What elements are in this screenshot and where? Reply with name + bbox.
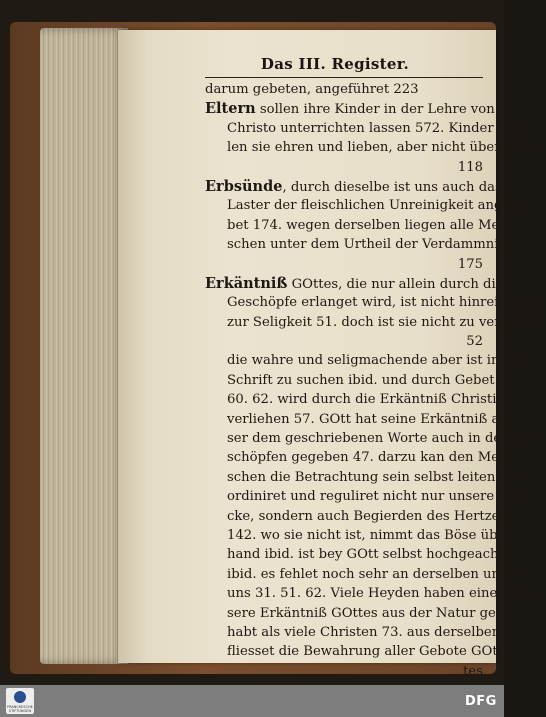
- line-text: ibid. es fehlet noch sehr an derselben unter: [227, 566, 520, 582]
- line-text: 175: [457, 256, 483, 272]
- line-text: , durch dieselbe ist uns auch das: [282, 179, 502, 195]
- text-line: [205, 623, 501, 642]
- entry-headword: Eltern: [205, 100, 256, 118]
- line-text: len sie ehren und lieben, aber nicht über GOtt: [227, 140, 537, 156]
- text-line: [205, 468, 521, 487]
- text-line: [205, 507, 515, 526]
- text-line: [205, 216, 513, 235]
- text-line: [205, 390, 497, 409]
- text-line: [205, 332, 483, 351]
- viewer-footer: [0, 685, 504, 717]
- text-line: [205, 313, 546, 332]
- line-text: 60. 62. wird durch die Erkäntniß Christi: [227, 392, 497, 408]
- line-text: habt als viele Christen 73. aus derselben: [227, 624, 501, 640]
- line-text: 118: [457, 159, 483, 175]
- line-text: uns 31. 51. 62. Viele Heyden haben eine grös-: [227, 586, 536, 602]
- institution-logo[interactable]: [6, 688, 34, 714]
- text-line: [205, 565, 520, 584]
- entry-headword: Erkäntniß: [205, 274, 288, 292]
- text-line: [205, 293, 540, 312]
- text-line: [205, 584, 536, 603]
- line-text: Schrift zu suchen ibid. und durch Gebet: [227, 372, 495, 388]
- line-text: sere Erkäntniß GOttes aus der Natur ge-: [227, 605, 501, 621]
- text-line: [205, 448, 512, 467]
- text-line: [205, 604, 501, 623]
- line-text: 142. wo sie nicht ist, nimmt das Böse über-: [227, 527, 517, 543]
- text-line: [205, 410, 517, 429]
- line-text: Geschöpfe erlanget wird, ist nicht hinreichend: [227, 295, 540, 311]
- line-text: GOttes, die nur allein durch die: [287, 276, 504, 292]
- page-edges: [40, 28, 128, 664]
- register-text: [205, 80, 546, 681]
- line-text: Laster der fleischlichen Unreinigkeit angeer-: [227, 198, 529, 214]
- text-line: [205, 642, 503, 661]
- line-text: tes: [463, 663, 483, 679]
- line-text: hand ibid. ist bey GOtt selbst hochgeachtet: [227, 547, 517, 563]
- text-line: [205, 158, 483, 177]
- text-line: [205, 196, 529, 215]
- text-line: [205, 429, 537, 448]
- line-text: verliehen 57. GOtt hat seine Erkäntniß auf-: [227, 411, 517, 427]
- institution-logo-text: FRANCKESCHE STIFTUNGEN: [7, 705, 33, 713]
- text-line: [205, 138, 537, 157]
- text-line: [205, 526, 517, 545]
- line-text: darum gebeten, angeführet 223: [205, 82, 419, 97]
- line-text: schen die Betrachtung sein selbst leiten 50.: [227, 469, 521, 485]
- text-line: [205, 80, 483, 99]
- institution-logo-mark: [14, 691, 26, 703]
- line-text: sollen ihre Kinder in der Lehre von: [255, 102, 495, 118]
- text-line: [205, 487, 530, 506]
- text-line: [205, 274, 504, 293]
- text-line: [205, 371, 495, 390]
- line-text: ser dem geschriebenen Worte auch in den Ge-: [227, 431, 537, 447]
- line-text: cke, sondern auch Begierden des Hertzens: [227, 508, 515, 524]
- header-rule: [205, 77, 483, 78]
- dfg-logo[interactable]: DFG: [465, 694, 497, 709]
- line-text: bet 174. wegen derselben liegen alle Men-: [227, 217, 513, 233]
- text-line: [205, 119, 522, 138]
- text-line: [205, 235, 508, 254]
- text-line: [205, 255, 483, 274]
- text-line: [205, 545, 517, 564]
- text-line: [205, 99, 495, 118]
- line-text: zur Seligkeit 51. doch ist sie nicht zu verachten: [227, 314, 546, 330]
- line-text: 52: [466, 334, 483, 350]
- running-head: Das III. Register.: [260, 55, 410, 73]
- line-text: schöpfen gegeben 47. darzu kan den Men-: [227, 450, 512, 466]
- text-line: [205, 177, 502, 196]
- line-text: die wahre und seligmachende aber ist in der: [227, 353, 527, 369]
- text-line: [205, 351, 527, 370]
- text-line: [205, 662, 483, 681]
- line-text: fliesset die Bewahrung aller Gebote GOt-: [227, 644, 503, 660]
- line-text: Christo unterrichten lassen 572. Kinder sol-: [227, 120, 522, 136]
- entry-headword: Erbsünde: [205, 177, 283, 195]
- line-text: schen unter dem Urtheil der Verdammniß: [227, 237, 508, 253]
- line-text: ordiniret und reguliret nicht nur unsere Wer-: [227, 489, 530, 505]
